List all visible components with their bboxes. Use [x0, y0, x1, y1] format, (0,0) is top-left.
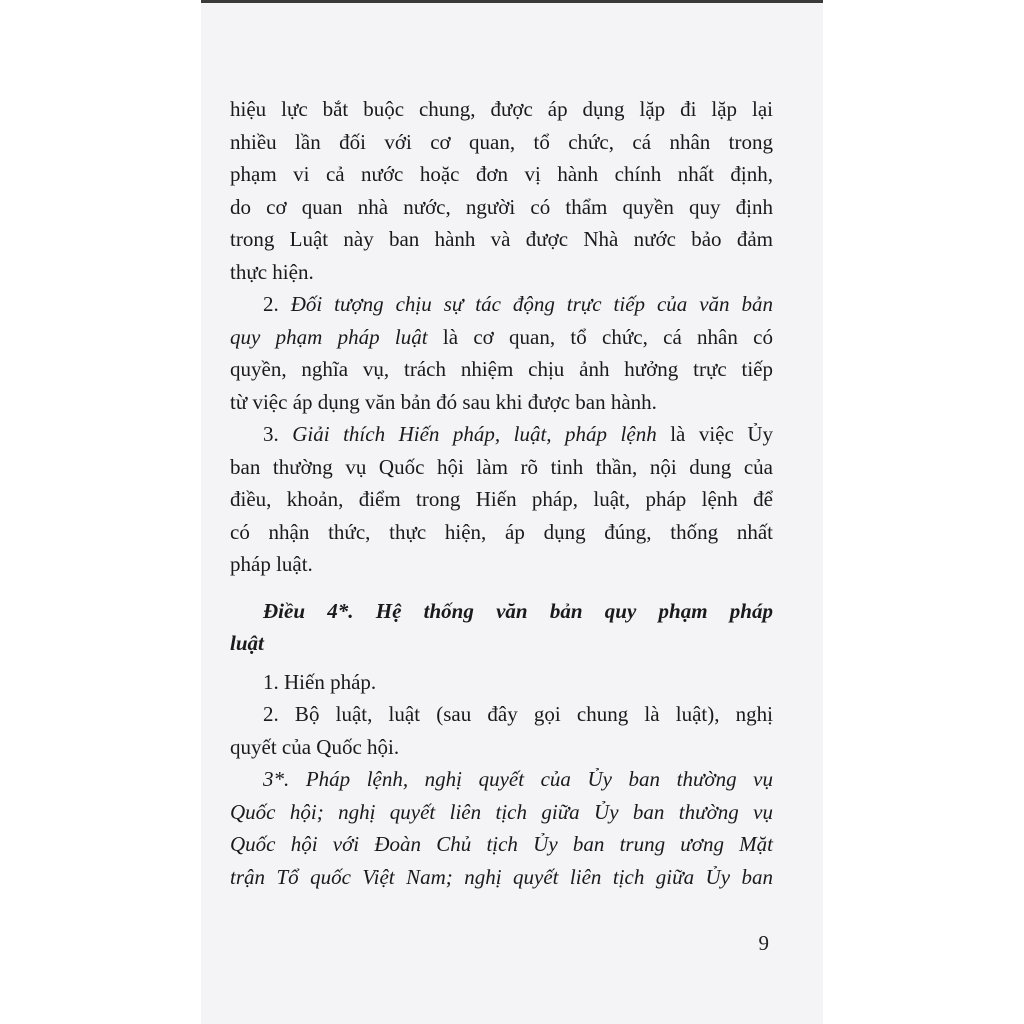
spacer [230, 581, 773, 595]
paragraph-3-number: 3. [263, 422, 293, 446]
article-4-item-3-line-4: trận Tổ quốc Việt Nam; nghị quyết liên tịch giữa Ủy ban [230, 864, 773, 889]
paragraph-3-line-4: có nhận thức, thực hiện, áp dụng đúng, thống nhất [230, 519, 773, 544]
page-body [230, 93, 773, 893]
paragraph-1-line-1: hiệu lực bắt buộc chung, được áp dụng lặp đi lặp lại [230, 97, 773, 121]
book-page [201, 0, 823, 1024]
paragraph-3-line-5: pháp luật. [230, 552, 313, 576]
paragraph-1-line-5: trong Luật này ban hành và được Nhà nước bảo đảm [230, 227, 773, 251]
paragraph-2-line-2 [230, 321, 773, 354]
article-4-heading-line-1: Điều 4*. Hệ thống văn bản quy phạm pháp [263, 598, 773, 623]
paragraph-2-definition: là cơ quan, tổ chức, cá nhân có [427, 324, 774, 349]
paragraph-3-term: Giải thích Hiến pháp, luật, pháp lệnh [292, 422, 657, 446]
paragraph-3-line-1 [230, 418, 773, 451]
article-4-item-3-line-2: Quốc hội; nghị quyết liên tịch giữa Ủy ban thường vụ [230, 799, 773, 824]
page-number: 9 [758, 931, 769, 955]
paragraph-3-line-2: ban thường vụ Quốc hội làm rõ tinh thần, nội dung của [230, 454, 773, 479]
paragraph-2-term-cont: quy phạm pháp luật [230, 324, 428, 349]
article-4-heading-line-2: luật [230, 631, 264, 655]
paragraph-2-term: Đối tượng chịu sự tác động trực tiếp của văn bản [290, 292, 773, 316]
paragraph-2-line-1 [230, 288, 773, 321]
article-4-item-2-line-2: quyết của Quốc hội. [230, 734, 400, 759]
paragraph-2-line-4: từ việc áp dụng văn bản đó sau khi được ban hành. [230, 389, 657, 414]
article-4-item-1: 1. Hiến pháp. [263, 669, 377, 694]
article-4-item-3-line-3: Quốc hội với Đoàn Chủ tịch Ủy ban trung ương Mặt [230, 832, 773, 856]
paragraph-1-line-3: phạm vi cả nước hoặc đơn vị hành chính nhất định, [230, 162, 773, 186]
paragraph-2-number: 2. [263, 292, 291, 316]
article-4-item-3-line-1: 3*. Pháp lệnh, nghị quyết của Ủy ban thường vụ [263, 767, 773, 791]
article-4-item-2-line-1: 2. Bộ luật, luật (sau đây gọi chung là luật), nghị [263, 702, 773, 726]
paragraph-3-line-3: điều, khoản, điểm trong Hiến pháp, luật, pháp lệnh để [230, 487, 773, 511]
paragraph-1-line-6: thực hiện. [230, 259, 314, 284]
paragraph-1-line-4: do cơ quan nhà nước, người có thẩm quyền quy định [230, 194, 773, 219]
paragraph-2-line-3: quyền, nghĩa vụ, trách nhiệm chịu ảnh hưởng trực tiếp [230, 357, 773, 381]
paragraph-1-line-2: nhiều lần đối với cơ quan, tổ chức, cá nhân trong [230, 129, 773, 154]
paragraph-3-definition: là việc Ủy [656, 422, 773, 446]
